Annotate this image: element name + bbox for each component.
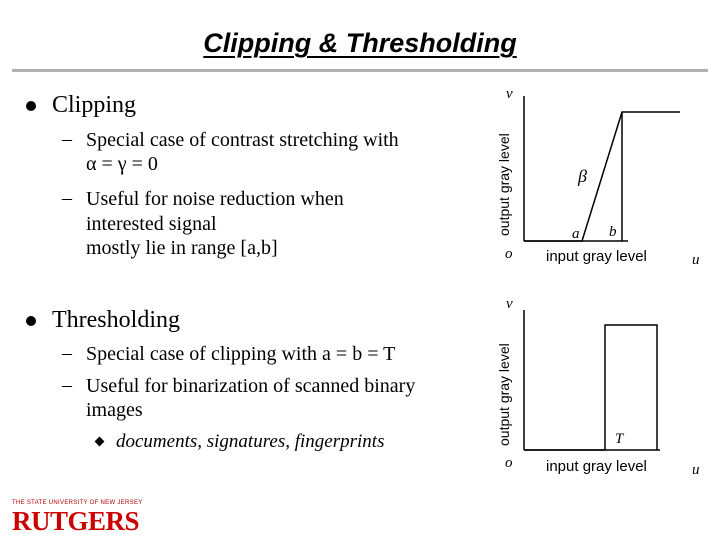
thresholding-heading: Thresholding [52, 307, 180, 333]
graph2-origin-label: o [505, 455, 513, 471]
graph2-xlabel: input gray level [546, 458, 647, 475]
clipping-item-3: Useful for noise reduction when [86, 188, 344, 210]
dash-marker: – [62, 342, 72, 364]
graph1-beta-label: β [578, 166, 587, 186]
thresholding-example: documents, signatures, fingerprints [116, 431, 385, 452]
graph2-t-label: T [615, 431, 624, 447]
graph2-v-label: v [506, 296, 513, 312]
clipping-item-5: mostly lie in range [a,b] [86, 237, 278, 259]
graph1-b-label: b [609, 224, 617, 240]
clipping-item-4: interested signal [86, 213, 217, 235]
graph2-ylabel: output gray level [496, 343, 512, 446]
graph2-threshold-curve [524, 325, 657, 450]
logo-university-line: THE STATE UNIVERSITY OF NEW JERSEY [12, 500, 143, 506]
graph1-clipping-curve [524, 112, 680, 241]
dash-marker: – [62, 187, 72, 209]
dash-marker: – [62, 128, 72, 150]
graph1-ylabel: output gray level [496, 133, 512, 236]
graph1-xlabel: input gray level [546, 248, 647, 265]
graph1-origin-label: o [505, 246, 513, 262]
rutgers-logo [12, 500, 143, 538]
clipping-item-1: Special case of contrast stretching with [86, 129, 399, 151]
thresholding-item-2: Useful for binarization of scanned binary [86, 375, 416, 397]
clipping-heading: Clipping [52, 92, 137, 118]
thresholding-item-1: Special case of clipping with a = b = T [86, 343, 396, 365]
clipping-item-2: α = γ = 0 [86, 153, 158, 175]
graph1-a-label: a [572, 226, 580, 242]
graph1-u-label: u [692, 252, 700, 268]
thresholding-item-3: images [86, 399, 143, 421]
logo-wordmark: RUTGERS [12, 506, 140, 536]
graph2-u-label: u [692, 462, 700, 478]
graph1-v-label: v [506, 86, 513, 102]
slide-title: Clipping & Thresholding [203, 28, 517, 58]
dash-marker: – [62, 374, 72, 396]
